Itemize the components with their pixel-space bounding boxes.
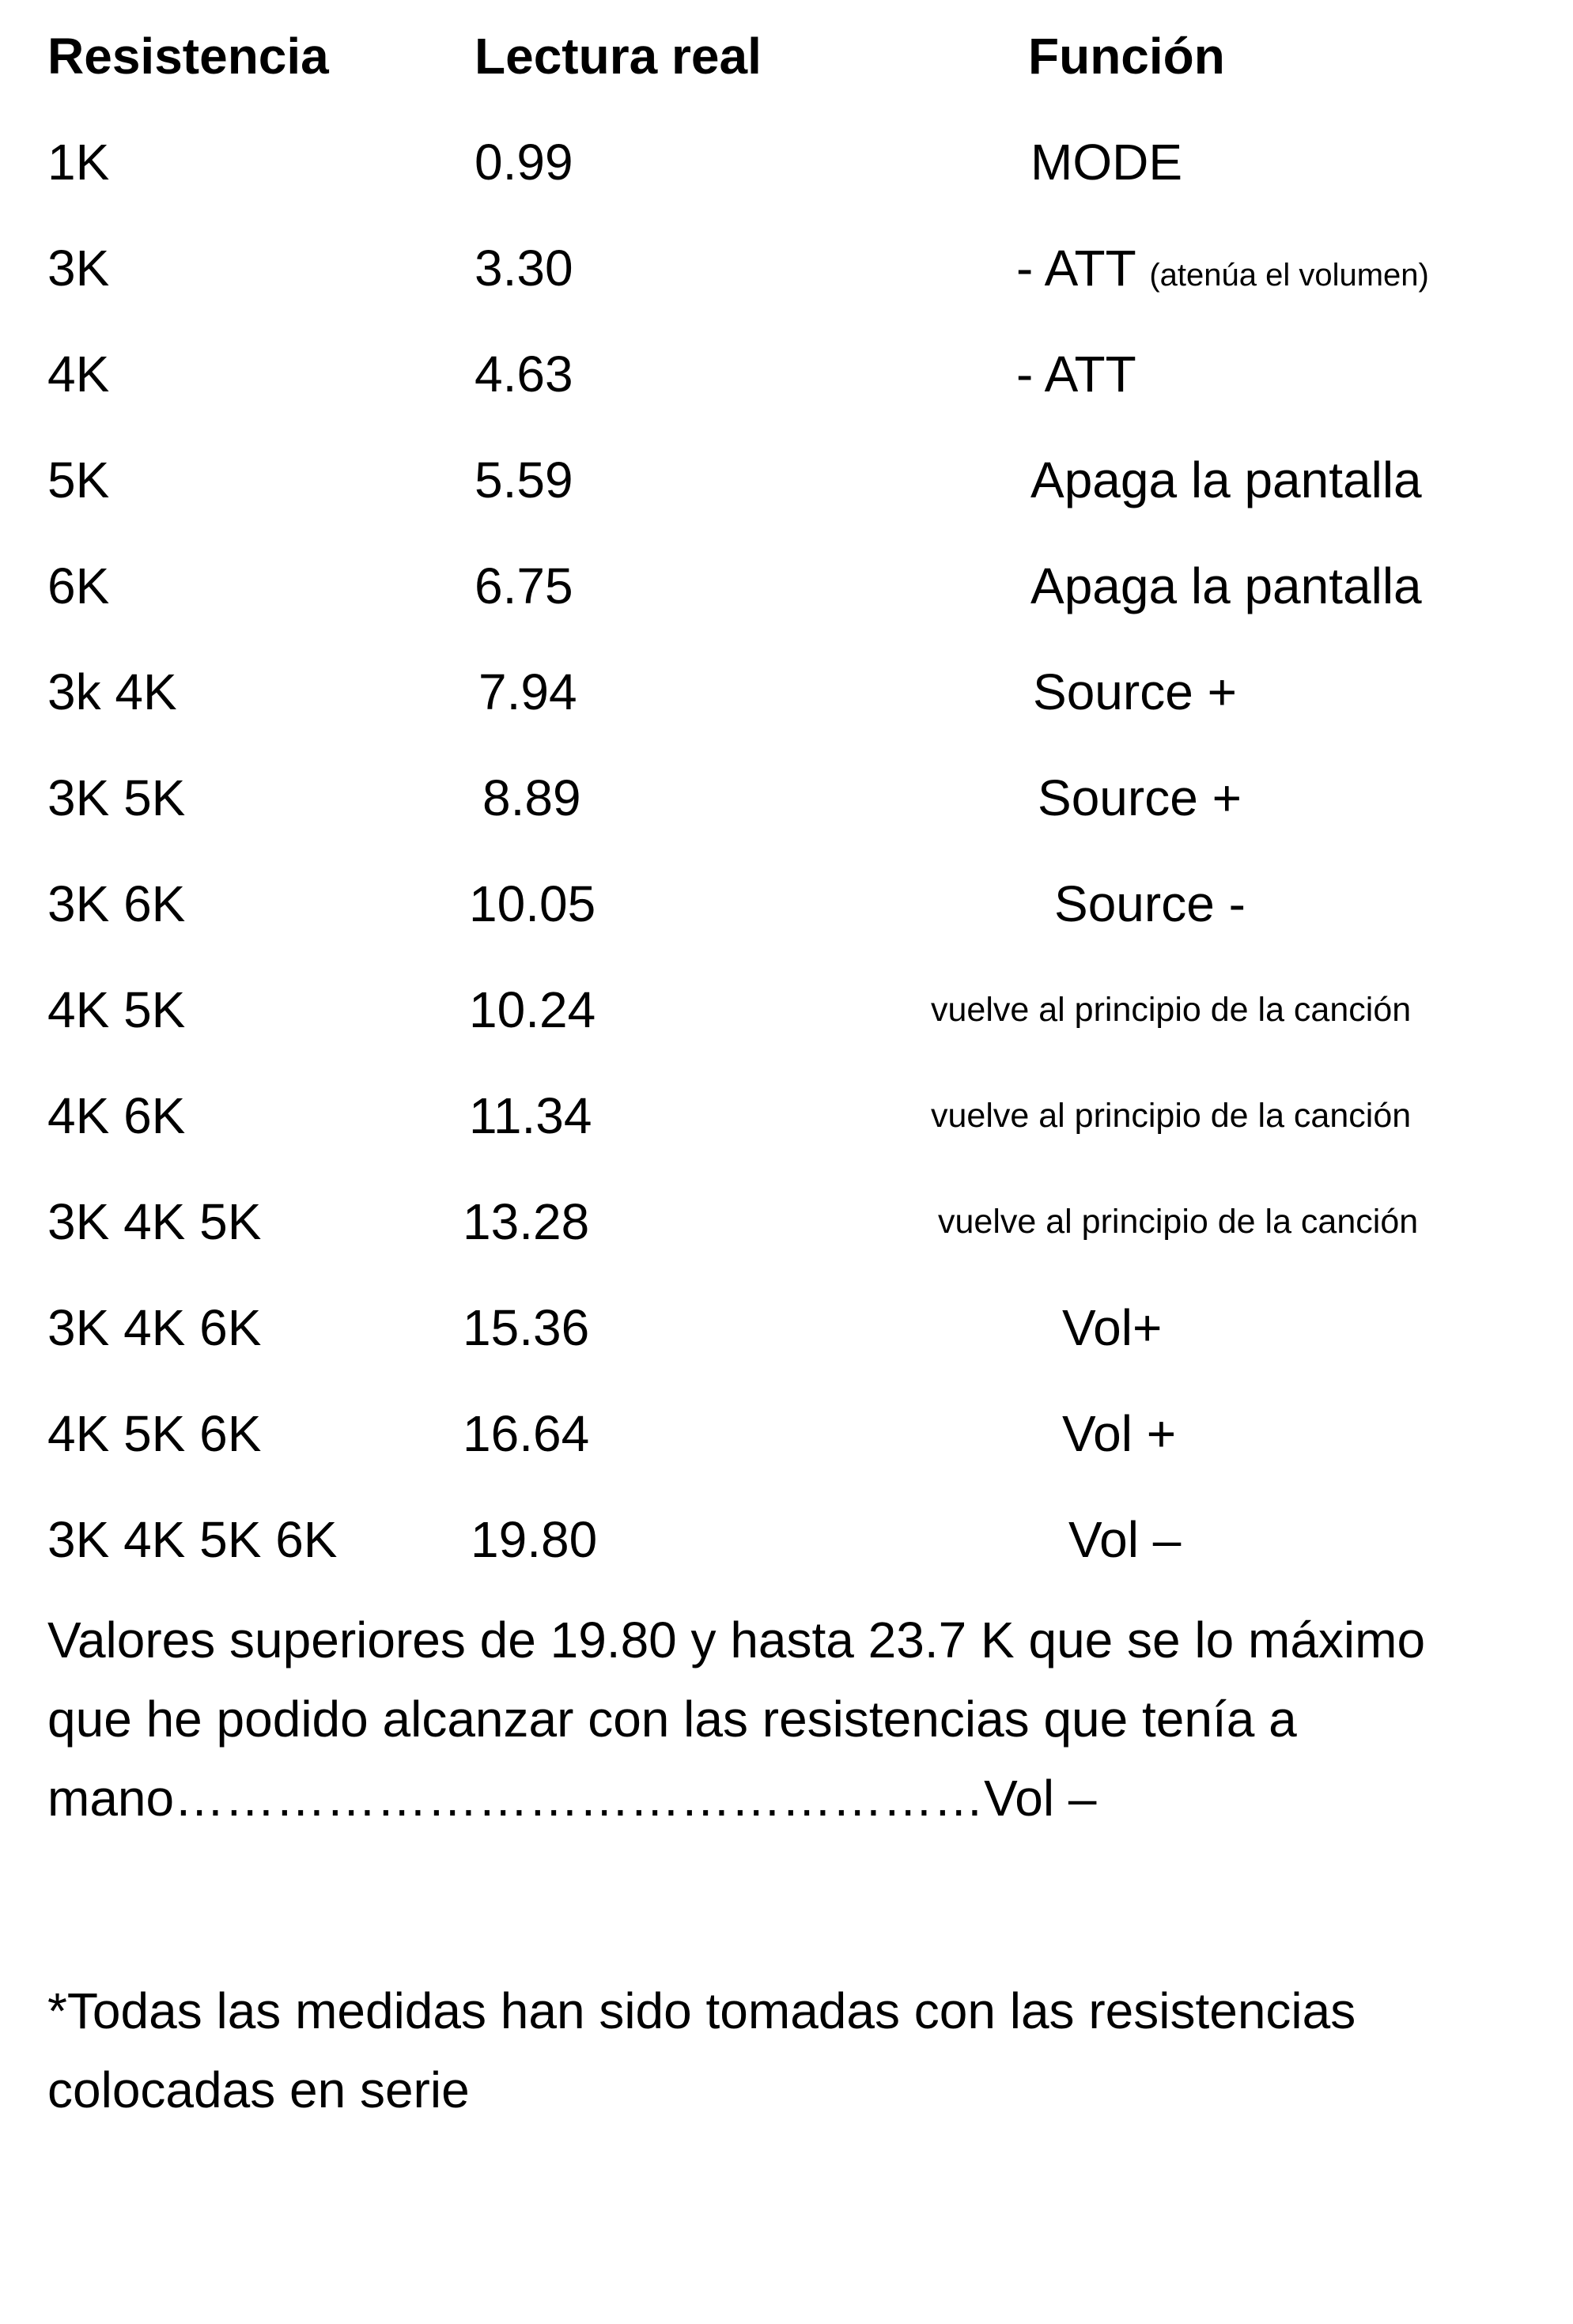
table-row — [0, 321, 1573, 427]
cell-lectura: 10.24 — [469, 981, 596, 1038]
cell-resistencia: 3K 4K 6K — [47, 1299, 262, 1356]
cell-funcion: Source + — [1038, 769, 1242, 826]
cell-lectura: 0.99 — [475, 134, 573, 191]
cell-resistencia: 4K 5K — [47, 981, 186, 1038]
cell-funcion: Vol – — [1068, 1511, 1182, 1568]
table-row — [0, 427, 1573, 533]
cell-lectura: 8.89 — [482, 769, 581, 826]
cell-funcion: vuelve al principio de la canción — [931, 1097, 1412, 1135]
cell-resistencia: 3K 4K 5K — [47, 1193, 262, 1250]
cell-funcion: vuelve al principio de la canción — [938, 1203, 1419, 1241]
cell-resistencia: 4K — [47, 346, 110, 402]
cell-lectura: 15.36 — [463, 1299, 590, 1356]
table-row — [0, 215, 1573, 321]
cell-resistencia: 1K — [47, 134, 110, 191]
table-row — [0, 957, 1573, 1063]
cell-funcion: Apaga la pantalla — [1030, 452, 1422, 508]
cell-resistencia: 6K — [47, 557, 110, 614]
cell-lectura: 3.30 — [475, 240, 573, 297]
cell-funcion: MODE — [1030, 134, 1182, 191]
cell-funcion: Vol+ — [1062, 1299, 1163, 1356]
cell-funcion — [1016, 215, 1429, 328]
cell-funcion: Source + — [1033, 663, 1237, 720]
funcion-note: (atenúa el volumen) — [1149, 258, 1429, 293]
cell-lectura: 11.34 — [469, 1087, 592, 1144]
header-lectura-real: Lectura real — [475, 28, 762, 85]
table-row — [0, 533, 1573, 639]
table-header — [0, 3, 1573, 109]
cell-lectura: 10.05 — [469, 875, 596, 932]
cell-funcion: vuelve al principio de la canción — [931, 991, 1412, 1029]
table-row — [0, 851, 1573, 957]
header-funcion: Función — [1028, 28, 1225, 85]
cell-lectura: 4.63 — [475, 346, 573, 402]
paragraph-nota-serie: *Todas las medidas han sido tomadas con las resistencias colocadas en serie — [47, 1982, 1356, 2118]
cell-funcion: - ATT — [1016, 346, 1136, 402]
table-row — [0, 745, 1573, 851]
cell-funcion: Source - — [1054, 875, 1246, 932]
table-row — [0, 1063, 1573, 1169]
cell-resistencia: 3K — [47, 240, 110, 297]
table-row — [0, 1275, 1573, 1381]
cell-lectura: 13.28 — [463, 1193, 590, 1250]
cell-lectura: 16.64 — [463, 1405, 590, 1462]
funcion-text: - ATT — [1016, 240, 1136, 297]
table-row — [0, 639, 1573, 745]
cell-resistencia: 4K 5K 6K — [47, 1405, 262, 1462]
paragraph-valores-superiores: Valores superiores de 19.80 y hasta 23.7 K que se lo máximo que he podido alcanzar con las resistencias que tenía a mano…………………………………………Vol – — [47, 1612, 1426, 1827]
cell-funcion: Vol + — [1062, 1405, 1177, 1462]
cell-resistencia: 3K 5K — [47, 769, 186, 826]
cell-resistencia: 4K 6K — [47, 1087, 186, 1144]
cell-lectura: 6.75 — [475, 557, 573, 614]
cell-lectura: 7.94 — [478, 663, 577, 720]
table-row — [0, 1169, 1573, 1275]
header-resistencia: Resistencia — [47, 28, 329, 85]
cell-funcion: Apaga la pantalla — [1030, 557, 1422, 614]
cell-resistencia: 3k 4K — [47, 663, 177, 720]
cell-resistencia: 3K 6K — [47, 875, 186, 932]
cell-resistencia: 3K 4K 5K 6K — [47, 1511, 338, 1568]
cell-lectura: 5.59 — [475, 452, 573, 508]
table-row — [0, 109, 1573, 215]
table-row — [0, 1381, 1573, 1487]
cell-resistencia: 5K — [47, 452, 110, 508]
table-row — [0, 1487, 1573, 1593]
cell-lectura: 19.80 — [471, 1511, 598, 1568]
